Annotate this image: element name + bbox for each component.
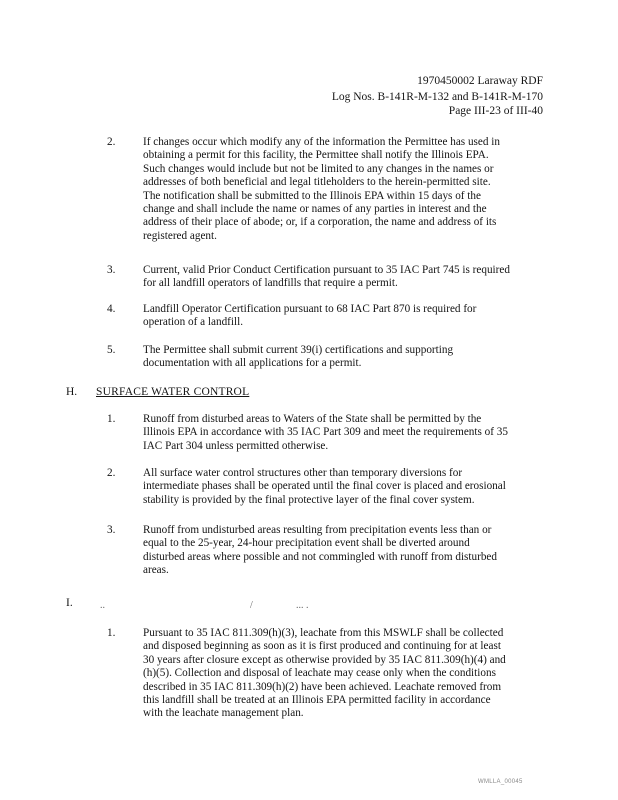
faint-mark: .. [100, 600, 105, 611]
item-number: 1. [107, 413, 116, 425]
paragraph-line: The Permittee shall submit current 39(i) certifications and supporting [143, 344, 454, 356]
paragraph-line: Pursuant to 35 IAC 811.309(h)(3), leachate from this MSWLF shall be collected [143, 627, 504, 639]
item-number: 2. [107, 467, 116, 479]
section-h-letter: H. [66, 386, 78, 398]
paragraph-line: with the leachate management plan. [143, 707, 304, 720]
paragraph-line: for all landfill operators of landfills that require a permit. [143, 277, 398, 290]
paragraph-line: Landfill Operator Certification pursuant to 68 IAC Part 870 is required for [143, 303, 477, 315]
header-log-numbers: Log Nos. B-141R-M-132 and B-141R-M-170 [331, 91, 543, 103]
paragraph-line: and disposed beginning as soon as it is first produced and continuing for at least [143, 640, 501, 653]
bates-stamp: WMLLA_00045 [478, 779, 523, 785]
paragraph-line: (h)(5). Collection and disposal of leachate may cease only when the conditions [143, 667, 496, 680]
faint-mark: / [250, 600, 253, 611]
item-paragraph [143, 303, 543, 330]
paragraph-line: equal to the 25-year, 24-hour precipitation event shall be diverted around [143, 537, 470, 550]
paragraph-line: Runoff from disturbed areas to Waters of the State shall be permitted by the [143, 413, 482, 425]
paragraph-line: disturbed areas where possible and not commingled with runoff from disturbed [143, 550, 497, 563]
item-paragraph [143, 467, 543, 507]
paragraph-line: described in 35 IAC 811.309(h)(2) have been achieved. Leachate removed from [143, 680, 502, 693]
paragraph-line: The notification shall be submitted to the Illinois EPA within 15 days of the [143, 189, 481, 202]
paragraph-line: 30 years after closure except as otherwise provided by 35 IAC 811.309(h)(4) and [143, 653, 506, 666]
section-h-title: SURFACE WATER CONTROL [96, 386, 250, 398]
item-number: 3. [107, 264, 116, 276]
paragraph-line: registered agent. [143, 229, 217, 242]
item-number: 1. [107, 627, 116, 639]
paragraph-line: IAC Part 304 unless permitted otherwise. [143, 439, 329, 452]
item-paragraph [143, 344, 543, 371]
paragraph-line: Illinois EPA in accordance with 35 IAC Part 309 and meet the requirements of 35 [143, 426, 508, 439]
faint-mark: ... . [296, 600, 309, 611]
paragraph-line: Runoff from undisturbed areas resulting from precipitation events less than or [143, 524, 492, 536]
item-number: 4. [107, 303, 116, 315]
paragraph-line: If changes occur which modify any of the information the Permittee has used in [143, 136, 500, 148]
paragraph-line: Current, valid Prior Conduct Certification pursuant to 35 IAC Part 745 is required [143, 264, 510, 276]
item-number: 5. [107, 344, 116, 356]
item-paragraph [143, 413, 543, 453]
paragraph-line: documentation with all applications for a permit. [143, 357, 362, 370]
item-paragraph [143, 264, 543, 291]
header-page-number: Page III-23 of III-40 [448, 105, 543, 117]
paragraph-line: address of their place of abode; or, if a corporation, the name and address of its [143, 216, 497, 229]
section-i-letter: I. [66, 597, 73, 609]
item-paragraph [143, 627, 543, 721]
item-paragraph [143, 136, 543, 243]
paragraph-line: intermediate phases shall be operated until the final cover is placed and erosional [143, 480, 506, 493]
paragraph-line: addresses of both beneficial and legal titleholders to the herein-permitted site. [143, 176, 491, 189]
header-facility-id: 1970450002 Laraway RDF [417, 75, 543, 87]
paragraph-line: Such changes would include but not be limited to any changes in the names or [143, 162, 494, 175]
item-number: 3. [107, 524, 116, 536]
item-number: 2. [107, 136, 116, 148]
paragraph-line: operation of a landfill. [143, 316, 244, 329]
paragraph-line: change and shall include the name or names of any parties in interest and the [143, 203, 487, 216]
paragraph-line: this landfill shall be treated at an Illinois EPA permitted facility in accordance [143, 694, 491, 707]
item-paragraph [143, 524, 543, 578]
paragraph-line: obtaining a permit for this facility, the Permittee shall notify the Illinois EPA. [143, 149, 489, 162]
paragraph-line: stability is provided by the final protective layer of the final cover system. [143, 493, 475, 506]
paragraph-line: All surface water control structures other than temporary diversions for [143, 467, 463, 479]
paragraph-line: areas. [143, 564, 169, 577]
